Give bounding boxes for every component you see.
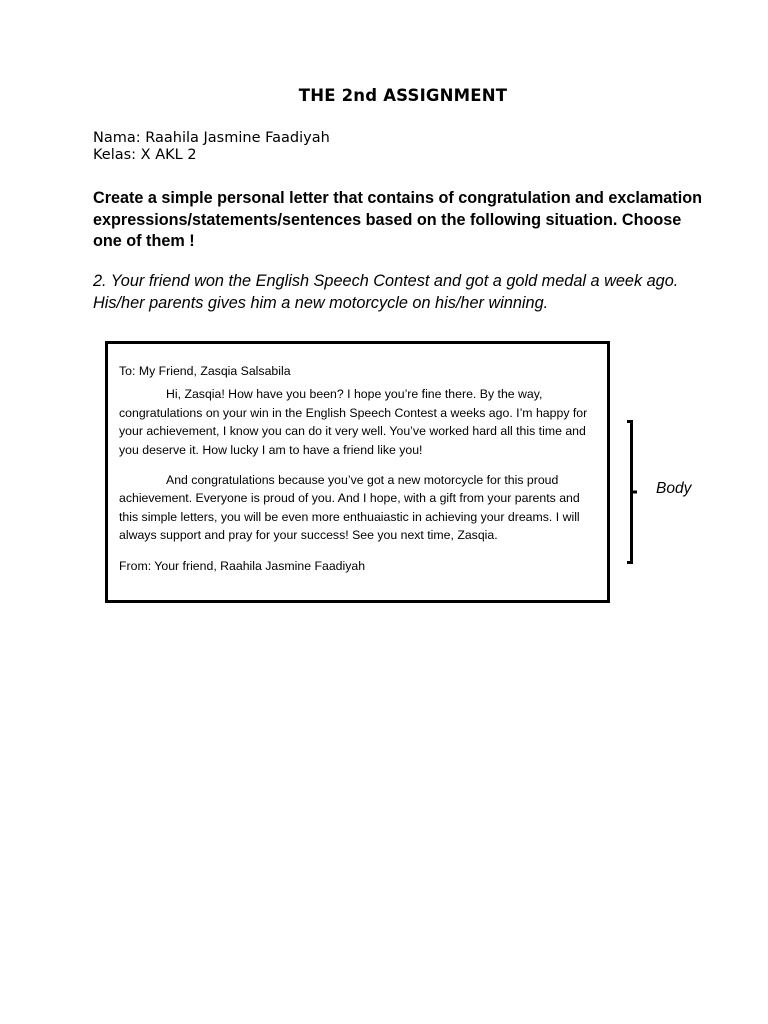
letter-content [119, 362, 595, 575]
body-bracket [626, 420, 638, 564]
letter-salutation: To: My Friend, Zasqia Salsabila [119, 364, 291, 378]
student-name: Nama: Raahila Jasmine Faadiyah [93, 130, 330, 146]
letter-paragraph-1: Hi, Zasqia! How have you been? I hope you’re fine there. By the way, congratulations on your win in the English Speech Contest a weeks ago. I’m happy for your achievement, I know you can do it very well. You’ve worked hard all this time and you deserve it. How lucky I am to have a friend like you! [119, 387, 588, 457]
student-class: Kelas: X AKL 2 [93, 147, 197, 163]
student-info [93, 130, 330, 164]
letter-closing: From: Your friend, Raahila Jasmine Faadiyah [119, 558, 366, 573]
letter-box [105, 341, 610, 603]
letter-paragraph-2: And congratulations because you’ve got a new motorcycle for this proud achievement. Everyone is proud of you. And I hope, with a gift from your parents and this simple letters, you will be even more enthuaiastic in achieving your dreams. I will always support and pray for your success! See you next time, Zasqia. [119, 473, 580, 543]
document-title: THE 2nd ASSIGNMENT [298, 86, 508, 105]
assignment-instruction: Create a simple personal letter that contains of congratulation and exclamation expressions/statements/sentences based on the following situation. Choose one of them ! [93, 189, 702, 250]
body-label: Body [656, 480, 692, 497]
situation-text: 2. Your friend won the English Speech Contest and got a gold medal a week ago. His/her parents gives him a new motorcycle on his/her winning. [93, 272, 679, 312]
